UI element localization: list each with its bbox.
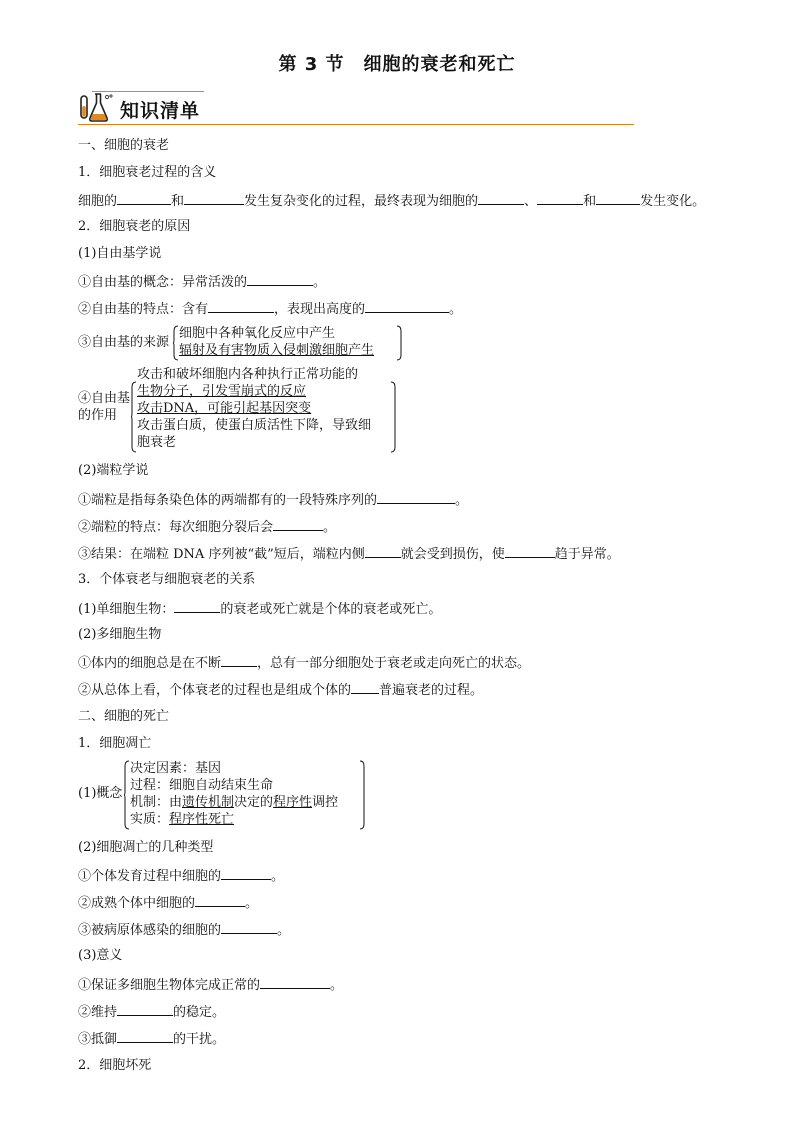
- answer-blank[interactable]: [184, 191, 244, 205]
- page-title: 第 3 节 细胞的衰老和死亡: [278, 54, 516, 75]
- banner-label: 知识清单: [120, 100, 201, 122]
- apoptosis-concept-brace: (1)概念 决定因素：基因 过程：细胞自动结束生命 机制：由遗传机制决定的程序性调控 实质：程序性死亡: [78, 760, 378, 830]
- subheading-aging-meaning: 1．细胞衰老过程的含义: [78, 165, 217, 180]
- fill-line-unicellular: (1)单细胞生物： 的衰老或死亡就是个体的衰老或死亡。: [78, 599, 441, 619]
- brace-item: 胞衰老: [137, 435, 177, 450]
- answer-blank[interactable]: [365, 299, 449, 313]
- subheading-significance: (3)意义: [78, 948, 123, 963]
- brace-item: 决定因素：基因: [130, 761, 222, 776]
- answer-blank[interactable]: [351, 680, 379, 694]
- answer-blank[interactable]: [377, 490, 455, 504]
- fill-line-aging-meaning: 细胞的 和 发生复杂变化的过程，最终表现为细胞的 、 和 发生变化。: [78, 191, 705, 211]
- answer-blank[interactable]: [117, 1029, 173, 1043]
- brace-item: 攻击蛋白质，使蛋白质活性下降，导致细: [137, 418, 372, 433]
- answer-blank[interactable]: [505, 544, 555, 558]
- fill-line-telomere-trait: ②端粒的特点：每次细胞分裂后会 。: [78, 517, 336, 537]
- banner-rule: [78, 124, 634, 125]
- answer-blank[interactable]: [117, 191, 171, 205]
- answer-blank[interactable]: [174, 599, 220, 613]
- fill-line-telomere-def: ①端粒是指每条染色体的两端都有的一段特殊序列的 。: [78, 490, 468, 510]
- subheading-apoptosis-types: (2)细胞凋亡的几种类型: [78, 840, 214, 855]
- brace-item: 辐射及有害物质入侵刺激细胞产生: [179, 343, 375, 358]
- right-brace: [396, 326, 402, 360]
- subheading-necrosis: 2．细胞坏死: [78, 1058, 152, 1073]
- fill-line-free-radical-traits: ②自由基的特点：含有 ，表现出高度的 。: [78, 299, 462, 319]
- brace-item: 过程：细胞自动结束生命: [130, 778, 274, 793]
- brace-item: 实质：程序性死亡: [130, 812, 235, 827]
- brace-item: 细胞中各种氧化反应中产生: [179, 326, 336, 341]
- fill-line-telomere-result: ③结果：在端粒 DNA 序列被“截”短后，端粒内侧 就会受到损伤，使 趋于异常。: [78, 544, 620, 564]
- subheading-multicellular: (2)多细胞生物: [78, 627, 162, 642]
- brace-item: 攻击和破坏细胞内各种执行正常功能的: [137, 367, 359, 382]
- answer-blank[interactable]: [537, 191, 583, 205]
- fill-line-type-1: ①个体发育过程中细胞的 。: [78, 866, 284, 886]
- answer-blank[interactable]: [221, 866, 271, 880]
- subheading-free-radical: (1)自由基学说: [78, 246, 162, 261]
- answer-blank[interactable]: [221, 653, 257, 667]
- answer-blank[interactable]: [260, 975, 330, 989]
- fill-line-significance-3: ③抵御 的干扰。: [78, 1029, 225, 1049]
- answer-blank[interactable]: [247, 272, 313, 286]
- section-heading-death: 二、细胞的死亡: [78, 709, 170, 724]
- section-heading-aging: 一、细胞的衰老: [78, 138, 170, 153]
- fill-line-type-2: ②成熟个体中细胞的 。: [78, 893, 258, 913]
- fill-line-significance-2: ②维持 的稳定。: [78, 1002, 225, 1022]
- fill-line-multicellular-1: ①体内的细胞总是在不断 ，总有一部分细胞处于衰老或走向死亡的状态。: [78, 653, 530, 673]
- brace-item: 生物分子，引发雪崩式的反应: [137, 384, 307, 399]
- answer-blank[interactable]: [596, 191, 640, 205]
- brace-item: 攻击DNA，可能引起基因突变: [137, 401, 312, 416]
- right-brace: [390, 382, 396, 452]
- fill-line-free-radical-concept: ①自由基的概念：异常活泼的 。: [78, 272, 326, 292]
- subheading-aging-causes: 2．细胞衰老的原因: [78, 219, 191, 234]
- answer-blank[interactable]: [273, 517, 323, 531]
- subheading-individual-aging: 3．个体衰老与细胞衰老的关系: [78, 572, 256, 587]
- brace-item: 机制：由遗传机制决定的程序性调控: [130, 795, 339, 810]
- fill-line-type-3: ③被病原体感染的细胞的 。: [78, 920, 290, 940]
- subheading-apoptosis: 1．细胞凋亡: [78, 736, 152, 751]
- fill-line-significance-1: ①保证多细胞生物体完成正常的 。: [78, 975, 343, 995]
- answer-blank[interactable]: [117, 1002, 173, 1016]
- flask-icon: [78, 90, 118, 126]
- free-radical-source-brace: ③自由基的来源 细胞中各种氧化反应中产生 辐射及有害物质入侵刺激细胞产生: [78, 325, 418, 361]
- right-brace: [359, 761, 365, 829]
- subheading-telomere: (2)端粒学说: [78, 463, 149, 478]
- answer-blank[interactable]: [208, 299, 274, 313]
- answer-blank[interactable]: [365, 544, 401, 558]
- free-radical-effect-brace: ④自由基 的作用 攻击和破坏细胞内各种执行正常功能的 生物分子，引发雪崩式的反应 攻击DNA，可能引起基因突变 攻击蛋白质，使蛋白质活性下降，导致细 胞衰老: [78, 366, 408, 452]
- fill-line-multicellular-2: ②从总体上看，个体衰老的过程也是组成个体的 普遍衰老的过程。: [78, 680, 483, 700]
- answer-blank[interactable]: [221, 920, 277, 934]
- answer-blank[interactable]: [195, 893, 245, 907]
- section-banner: [78, 88, 634, 128]
- answer-blank[interactable]: [478, 191, 524, 205]
